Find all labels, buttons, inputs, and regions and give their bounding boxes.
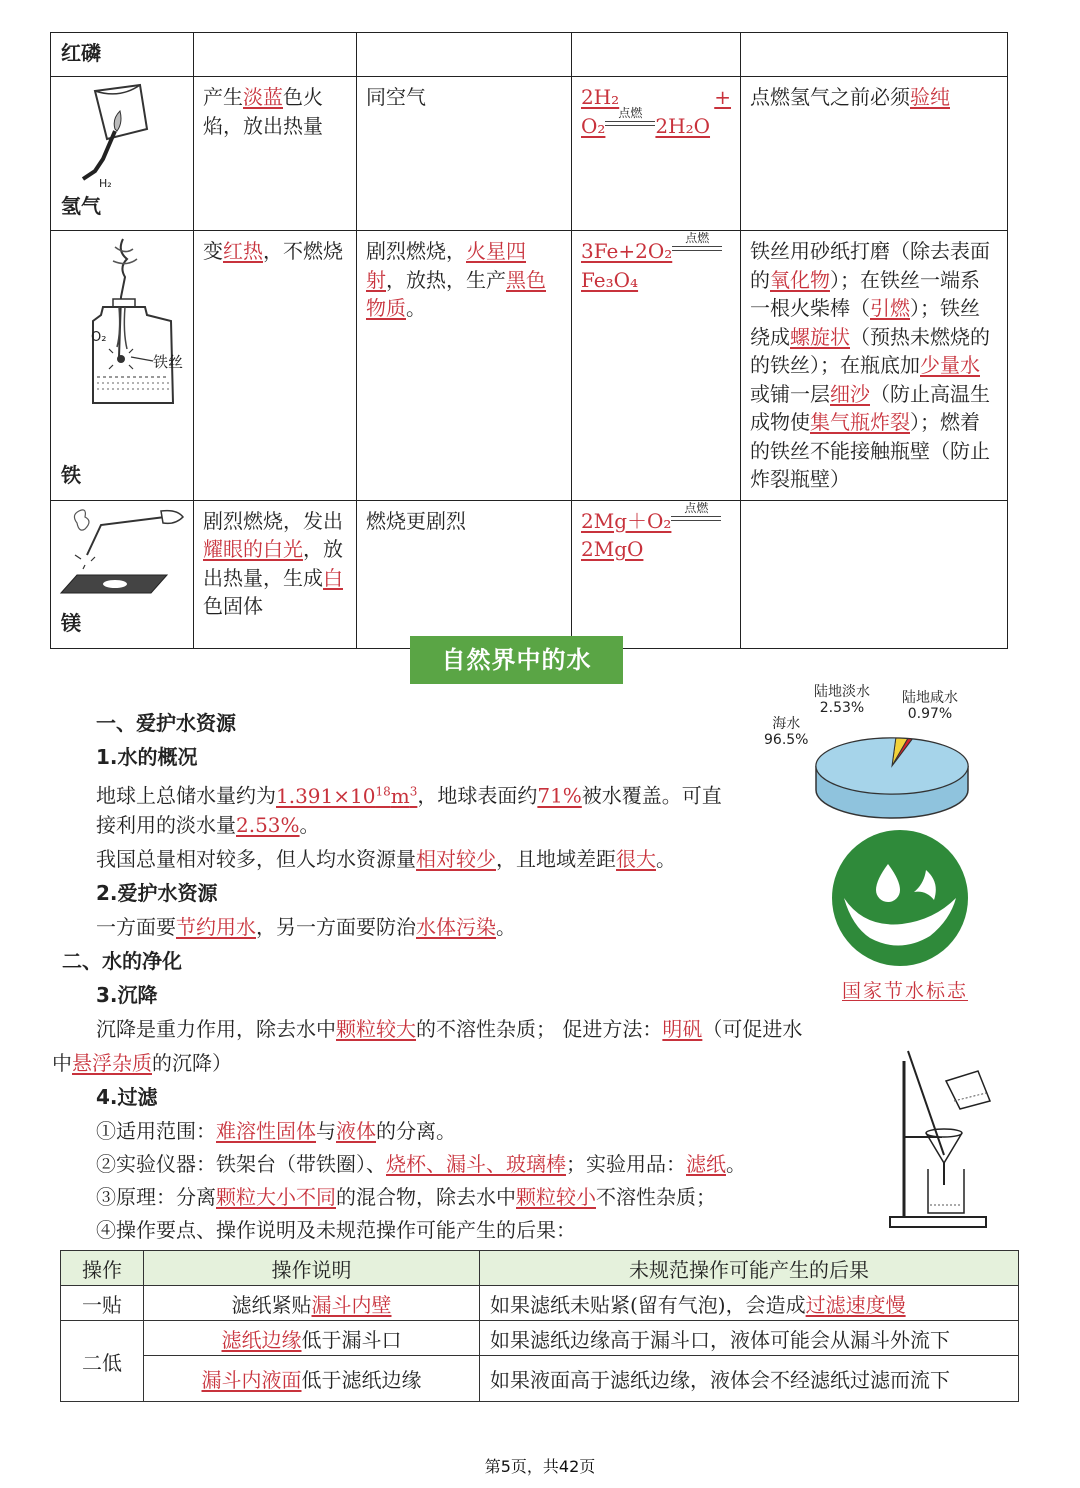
combustion-table bbox=[50, 32, 1008, 649]
section-banner: 自然界中的水 bbox=[410, 636, 623, 684]
h2-label: H₂ bbox=[99, 177, 112, 190]
pie-label-sea: 海水 96.5% bbox=[764, 716, 809, 748]
o2-label: O₂ bbox=[91, 330, 107, 345]
name-cell bbox=[51, 33, 194, 77]
row-phosphorus bbox=[51, 33, 1008, 77]
reaction-condition: 点燃 bbox=[671, 508, 721, 528]
water-overview-line2: 接利用的淡水量2.53%。 bbox=[96, 813, 320, 837]
iron-burning-illustration bbox=[61, 237, 191, 417]
subsection-3-title: 3.沉降 bbox=[96, 983, 158, 1007]
in-air-cell: 剧烈燃烧，发出耀眼的白光，放出热量，生成白色固体 bbox=[194, 500, 357, 648]
iron-wire-label: 铁丝 bbox=[153, 353, 184, 371]
header-operation: 操作 bbox=[61, 1251, 144, 1286]
hydrogen-burning-illustration bbox=[65, 81, 165, 191]
sedimentation-line2: 中悬浮杂质的沉降） bbox=[52, 1051, 232, 1075]
logo-caption: 国家节水标志 bbox=[842, 980, 969, 1002]
substance-name: 铁 bbox=[61, 463, 81, 487]
table-row: 二低 滤纸边缘低于漏斗口 如果滤纸边缘高于漏斗口，液体可能会从漏斗外流下 bbox=[61, 1321, 1019, 1356]
water-overview-line1: 地球上总储水量约为$1.391\times 10^{18}m^3$，地球表面约71%被水覆盖。可直 bbox=[96, 783, 722, 808]
filtration-point4: ④操作要点、操作说明及未规范操作可能产生的后果： bbox=[96, 1218, 576, 1242]
filtration-apparatus-illustration bbox=[882, 1045, 992, 1235]
pie-label-salt: 陆地咸水 0.97% bbox=[902, 690, 958, 722]
in-oxygen-cell: 剧烈燃烧，火星四射，放热，生产黑色物质。 bbox=[357, 231, 572, 501]
in-oxygen-cell: 同空气 bbox=[357, 77, 572, 231]
name-cell bbox=[51, 77, 194, 231]
subsection-4-title: 4.过滤 bbox=[96, 1085, 158, 1109]
equation-cell: 2Mg＋O₂ 点燃 2MgO bbox=[572, 500, 741, 648]
filtration-point1: ①适用范围：难溶性固体与液体的分离。 bbox=[96, 1119, 456, 1143]
note-cell: 点燃氢气之前必须验纯 bbox=[741, 77, 1008, 231]
pie-slice-sea bbox=[816, 738, 968, 794]
equation-cell: 2H₂ + O₂ 点燃 2H₂O bbox=[572, 77, 741, 231]
name-cell bbox=[51, 500, 194, 648]
pie-slices bbox=[816, 738, 968, 794]
filtration-point2: ②实验仪器：铁架台（带铁圈）、烧杯、漏斗、玻璃棒；实验用品：滤纸。 bbox=[96, 1152, 746, 1176]
section1-title: 一、爱护水资源 bbox=[96, 711, 236, 735]
substance-name: 氢气 bbox=[61, 193, 101, 218]
table-row: 一贴 滤纸紧贴漏斗内壁 如果滤纸未贴紧(留有气泡)，会造成过滤速度慢 bbox=[61, 1286, 1019, 1321]
in-air-cell: 变红热，不燃烧 bbox=[194, 231, 357, 501]
water-saving-logo bbox=[830, 828, 970, 968]
substance-name: 红磷 bbox=[61, 41, 101, 65]
magnesium-burning-illustration bbox=[57, 503, 187, 603]
page-footer: 第5页，共42页 bbox=[484, 1457, 596, 1476]
header-description: 操作说明 bbox=[144, 1251, 480, 1286]
filtration-point3: ③原理：分离颗粒大小不同的混合物，除去水中颗粒较小不溶性杂质； bbox=[96, 1185, 716, 1209]
header-consequence: 未规范操作可能产生的后果 bbox=[480, 1251, 1019, 1286]
subsection-1-title: 1.水的概况 bbox=[96, 745, 198, 769]
filtration-table bbox=[60, 1250, 1019, 1402]
water-overview-line3: 我国总量相对较多，但人均水资源量相对较少，且地域差距很大。 bbox=[96, 847, 676, 871]
reaction-condition: 点燃 bbox=[605, 113, 655, 133]
note-cell: 铁丝用砂纸打磨（除去表面的氧化物）；在铁丝一端系一根火柴棒（引燃）；铁丝绕成螺旋状（预热未燃烧的的铁丝）；在瓶底加少量水或铺一层细沙（防止高温生成物使集气瓶炸裂）；燃着的铁丝不能接触瓶壁（防止炸裂瓶壁） bbox=[741, 231, 1008, 501]
row-hydrogen bbox=[51, 77, 1008, 231]
subsection-2-title: 2.爱护水资源 bbox=[96, 881, 218, 905]
water-distribution-chart bbox=[760, 680, 990, 830]
name-cell bbox=[51, 231, 194, 501]
pie-label-fresh: 陆地淡水 2.53% bbox=[814, 684, 870, 716]
row-iron bbox=[51, 231, 1008, 501]
table-header-row bbox=[61, 1251, 1019, 1286]
substance-name: 镁 bbox=[61, 611, 81, 635]
section2-title: 二、水的净化 bbox=[62, 949, 182, 973]
protect-water-line: 一方面要节约用水，另一方面要防治水体污染。 bbox=[96, 915, 516, 939]
in-oxygen-cell: 燃烧更剧烈 bbox=[357, 500, 572, 648]
sedimentation-line1: 沉降是重力作用，除去水中颗粒较大的不溶性杂质； 促进方法：明矾（可促进水 bbox=[96, 1017, 803, 1041]
equation-cell: 3Fe+2O₂ 点燃 Fe₃O₄ bbox=[572, 231, 741, 501]
in-air-cell: 产生淡蓝色火焰，放出热量 bbox=[194, 77, 357, 231]
reaction-condition: 点燃 bbox=[672, 238, 722, 258]
table-row: 漏斗内液面低于滤纸边缘 如果液面高于滤纸边缘，液体会不经滤纸过滤而流下 bbox=[61, 1356, 1019, 1402]
row-magnesium bbox=[51, 500, 1008, 648]
